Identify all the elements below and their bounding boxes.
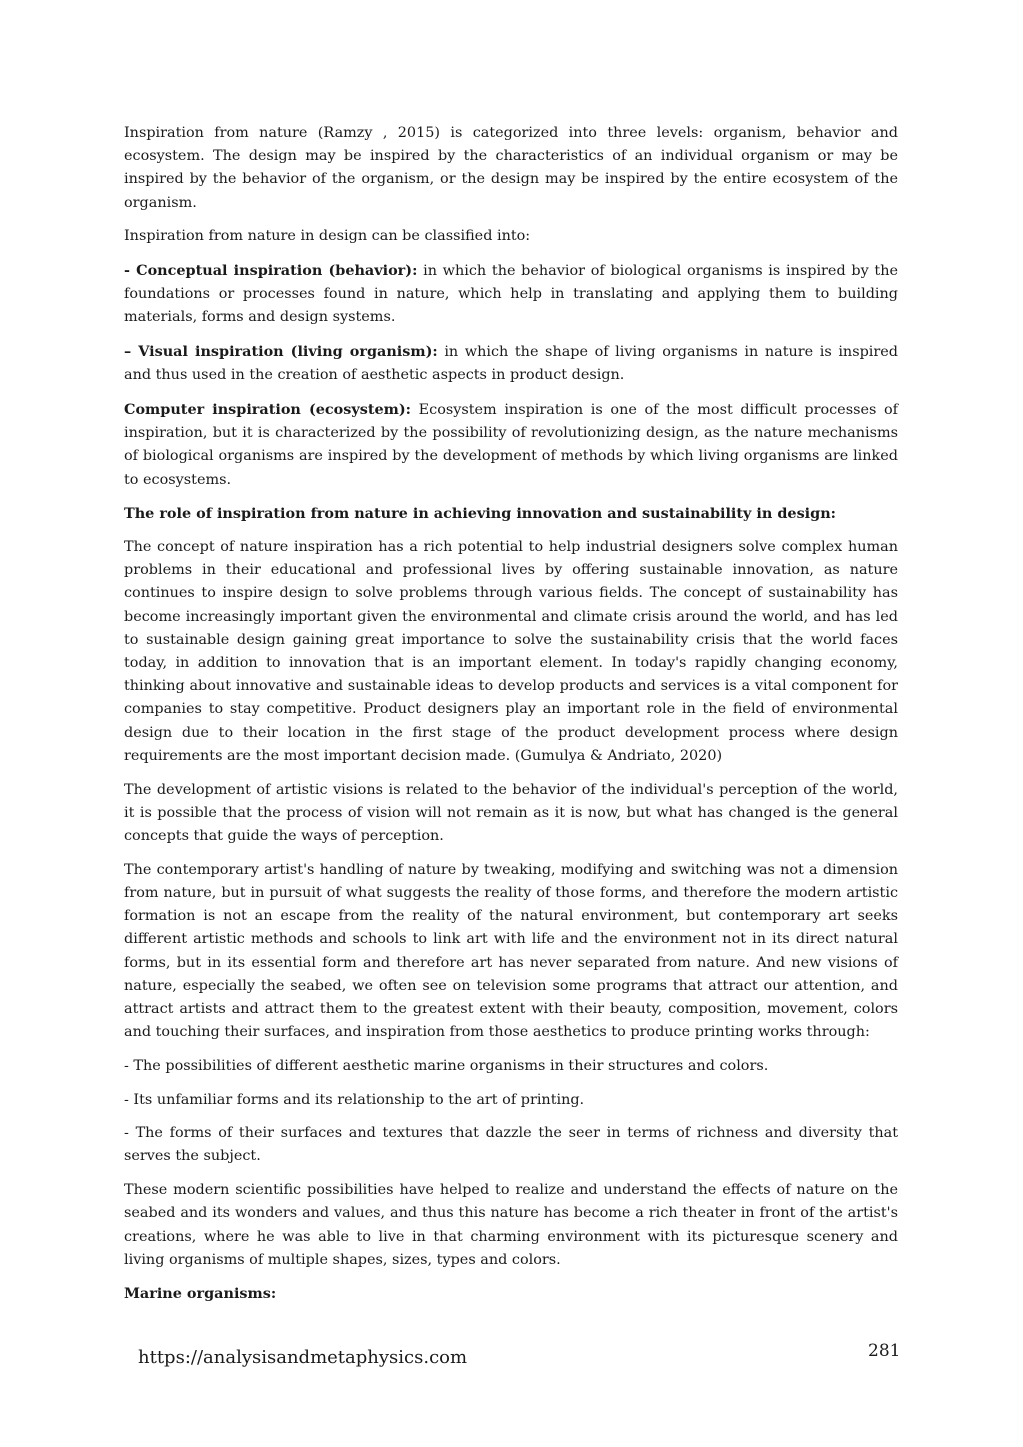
paragraph-visual-inspiration — [124, 340, 898, 387]
paragraph-artistic-visions: The development of artistic visions is related to the behavior of the individual's perception of the world, it is possible that the process of vision will not remain as it is now, but what has changed is the general concepts that guide the ways of perception. — [124, 781, 898, 844]
page-body — [124, 122, 898, 1316]
paragraph-scientific-possibilities: These modern scientific possibilities have helped to realize and understand the effects of nature on the seabed and its wonders and values, and thus this nature has become a rich theater in front of the artist's creations, where he was able to live in that charming environment with its picturesque scenery and living organisms of multiple shapes, sizes, types and colors. — [124, 1182, 898, 1268]
list-item-unfamiliar-forms: - Its unfamiliar forms and its relationship to the art of printing. — [124, 1091, 585, 1108]
definition-visual-inspiration: in which the shape of living organisms in nature is inspired and thus used in the creation of aesthetic aspects in product design. — [124, 344, 899, 384]
section-heading-marine-organisms: Marine organisms: — [124, 1285, 277, 1303]
paragraph-conceptual-inspiration — [124, 259, 898, 330]
term-computer-inspiration: Computer inspiration (ecosystem): — [124, 401, 411, 419]
paragraph-nature-inspiration-potential: The concept of nature inspiration has a rich potential to help industrial designers solve complex human problems in their educational and professional lives by offering sustainable innovation, as nature continues to inspire design to solve problems through various fields. The concept of sustainability has become increasingly important given the environmental and climate crisis around the world, and has led to sustainable design gaining great importance to solve the sustainability crisis that the world faces today, in addition to innovation that is an important element. In today's rapidly changing economy, thinking about innovative and sustainable ideas to develop products and services is a vital component for companies to stay competitive. Product designers play an important role in the field of environmental design due to their location in the first stage of the product development process where design requirements are the most important decision made. (Gumulya & Andriato, 2020) — [124, 539, 898, 764]
paragraph-contemporary-artist: The contemporary artist's handling of nature by tweaking, modifying and switching was not a dimension from nature, but in pursuit of what suggests the reality of those forms, and therefore the modern artistic formation is not an escape from the reality of the natural environment, but contemporary art seeks different artistic methods and schools to link art with life and the environment not in its direct natural forms, but in its essential form and therefore art has never separated from nature. And new visions of nature, especially the seabed, we often see on television some programs that attract our attention, and attract artists and attract them to the greatest extent with their beauty, composition, movement, colors and touching their surfaces, and inspiration from those aesthetics to produce printing works through: — [124, 861, 898, 1041]
paragraph-inspiration-levels: Inspiration from nature (Ramzy , 2015) is categorized into three levels: organism, behavior and ecosystem. The design may be inspired by the characteristics of an individual organism or may be inspired by the behavior of the organism, or the design may be inspired by the entire ecosystem of the organism. — [124, 125, 898, 211]
list-item-surfaces-textures: - The forms of their surfaces and textures that dazzle the seer in terms of richness and diversity that serves the subject. — [124, 1125, 898, 1165]
paragraph-computer-inspiration — [124, 398, 898, 492]
term-visual-inspiration: – Visual inspiration (living organism): — [124, 343, 438, 361]
list-item-possibilities: - The possibilities of different aesthetic marine organisms in their structures and colors. — [124, 1057, 769, 1074]
definition-computer-inspiration: Ecosystem inspiration is one of the most difficult processes of inspiration, but it is characterized by the possibility of revolutionizing design, as the nature mechanisms of biological organisms are inspired by the development of methods by which living organisms are linked to ecosystems. — [124, 402, 898, 488]
page-number: 281 — [868, 1341, 901, 1361]
footer-url: https://analysisandmetaphysics.com — [138, 1347, 468, 1368]
definition-conceptual-inspiration: in which the behavior of biological organisms is inspired by the foundations or processes found in nature, which help in translating and applying them to building materials, forms and design systems. — [124, 263, 898, 326]
section-heading-role-of-inspiration: The role of inspiration from nature in achieving innovation and sustainability in design: — [124, 505, 836, 523]
paragraph-classification-intro: Inspiration from nature in design can be classified into: — [124, 228, 531, 245]
term-conceptual-inspiration: - Conceptual inspiration (behavior): — [124, 262, 418, 280]
